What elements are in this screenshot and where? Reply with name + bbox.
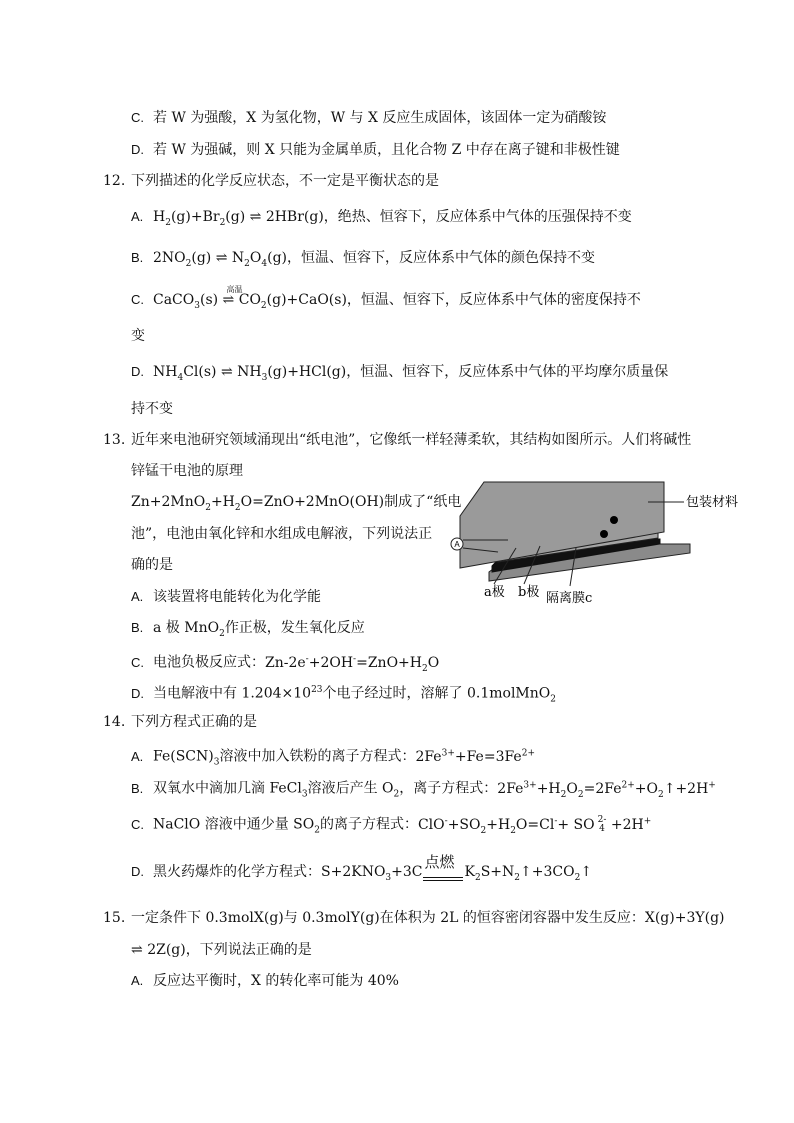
equation: CaCO$_3$(s) 高温 ⇌ $CO_2(g)+CaO(s)$ — [153, 292, 347, 308]
q12-option-b: B. $2NO_2(g)$ ⇌ $N_2O_4(g)$，恒温、恒容下，反应体系中气体的颜色保持不变 — [131, 250, 595, 269]
q14-option-c: C. NaClO 溶液中通少量 $SO_2$的离子方程式：$ClO^-+SO_2+H_2O=Cl^-+$ SO 2- 4 +2H+ — [131, 814, 652, 836]
q15-stem-line2: ⇌ 2Z(g)，下列说法正确的是 — [131, 942, 312, 958]
battery-equation: $Zn+2MnO_2+H_2O=ZnO+2MnO(OH)$ — [131, 494, 385, 513]
q13-stem-line4: 池”，电池由氧化锌和水组成电解液，下列说法正 — [131, 526, 433, 542]
q11-option-c: C. 若 W 为强酸，X 为氢化物，W 与 X 反应生成固体，该固体一定为硝酸铵 — [131, 110, 607, 126]
q13-stem-line1: 13. 近年来电池研究领域涌现出“纸电池”，它像纸一样轻薄柔软，其结构如图所示。人们将碱性 — [103, 432, 692, 448]
q13-stem-line3: $Zn+2MnO_2+H_2O=ZnO+2MnO(OH)$制成了“纸电 — [131, 494, 462, 513]
q11-option-c-text: 若 W 为强酸，X 为氢化物，W 与 X 反应生成固体，该固体一定为硝酸铵 — [153, 110, 607, 126]
q12-stem: 12. 下列描述的化学反应状态，不一定是平衡状态的是 — [103, 173, 439, 189]
ammeter-label: A — [454, 540, 460, 549]
q13-stem-line5: 确的是 — [131, 557, 173, 573]
q14-option-b: B. 双氧水中滴加几滴 FeCl$_3$溶液后产生 $O_2$，离子方程式：$2Fe^{3+}+H_2O_2=2Fe^{2+}+O_2↑+2H^+$ — [131, 780, 716, 800]
q11-option-d: D. 若 W 为强碱，则 X 只能为金属单质，且化合物 Z 中存在离子键和非极性键 — [131, 142, 620, 158]
equation: $2Fe^{3+}+H_2O_2=2Fe^{2+}+O_2↑+2H^+$ — [497, 780, 716, 800]
q12-option-a: A. $H_2(g)+Br_2(g)$ ⇌ 2HBr(g)，绝热、恒容下，反应体系中气体的压强保持不变 — [131, 209, 632, 228]
equation: $S+2KNO_3+3C$ 点燃 $K_2S+N_2↑+3CO_2↑$ — [321, 864, 592, 880]
equation: $NH_4Cl(s)$ ⇌ $NH_3(g)+HCl(g)$ — [153, 364, 347, 383]
q13-stem-line2: 锌锰干电池的原理 — [131, 463, 243, 479]
q12-option-d: D. $NH_4Cl(s)$ ⇌ $NH_3(g)+HCl(g)$，恒温、恒容下，反应体系中气体的平均摩尔质量保 — [131, 364, 669, 383]
reaction-condition: 高温 — [226, 285, 243, 294]
reaction-condition-arrow: 点燃 — [423, 868, 465, 888]
q15-stem-line1: 15. 一定条件下 0.3molX(g)与 0.3molY(g)在体积为 2L 的恒容密闭容器中发生反应：X(g)+3Y(g) — [103, 910, 725, 926]
b-pole-label: b极 — [518, 585, 540, 600]
q12-option-d-cont: 持不变 — [131, 401, 173, 417]
separator-label: 隔离膜c — [546, 591, 593, 606]
q15-option-a: A. 反应达平衡时，X 的转化率可能为 40% — [131, 973, 399, 989]
equation: $Zn-2e^-+2OH^-=ZnO+H_2O$ — [265, 654, 440, 674]
q11-option-d-text: 若 W 为强碱，则 X 只能为金属单质，且化合物 Z 中存在离子键和非极性键 — [153, 142, 620, 158]
q14-stem: 14. 下列方程式正确的是 — [103, 714, 257, 730]
q13-option-b: B. a 极 MnO$_2$作正极，发生氧化反应 — [131, 620, 365, 639]
q12-option-c-cont: 变 — [131, 328, 145, 344]
equation: $2Fe^{3+}+Fe=3Fe^{2+}$ — [415, 748, 535, 765]
q14-option-d: D. 黑火药爆炸的化学方程式：$S+2KNO_3+3C$ 点燃 $K_2S+N_2↑+3CO_2↑$ — [131, 862, 592, 888]
equation: $ClO^-+SO_2+H_2O=Cl^-+$ SO 2- 4 +2H+ — [417, 814, 652, 836]
q12-option-c: C. CaCO$_3$(s) 高温 ⇌ $CO_2(g)+CaO(s)$，恒温、恒容下，反应体系中气体的密度保持不 — [131, 290, 641, 316]
equation: $H_2(g)+Br_2(g)$ ⇌ 2HBr(g) — [153, 209, 324, 228]
q13-option-a: A. 该装置将电能转化为化学能 — [131, 589, 321, 605]
paper-battery-diagram — [448, 476, 748, 610]
q13-option-d: D. 当电解液中有 $1.204\times 10^{23}$个电子经过时，溶解了 0.1molMnO$_2$ — [131, 685, 556, 705]
q13-option-c: C. 电池负极反应式：$Zn-2e^-+2OH^-=ZnO+H_2O$ — [131, 654, 440, 674]
equation: $2NO_2(g)$ ⇌ $N_2O_4(g)$ — [153, 250, 287, 269]
terminal-dot-1 — [610, 516, 618, 524]
terminal-dot-2 — [600, 530, 608, 538]
q14-option-a: A. $Fe(SCN)_3$溶液中加入铁粉的离子方程式：$2Fe^{3+}+Fe=3Fe^{2+}$ — [131, 748, 535, 768]
equilibrium-symbol: ⇌ — [131, 942, 143, 958]
a-pole-label: a极 — [484, 585, 505, 600]
packaging-label: 包装材料 — [686, 495, 739, 510]
